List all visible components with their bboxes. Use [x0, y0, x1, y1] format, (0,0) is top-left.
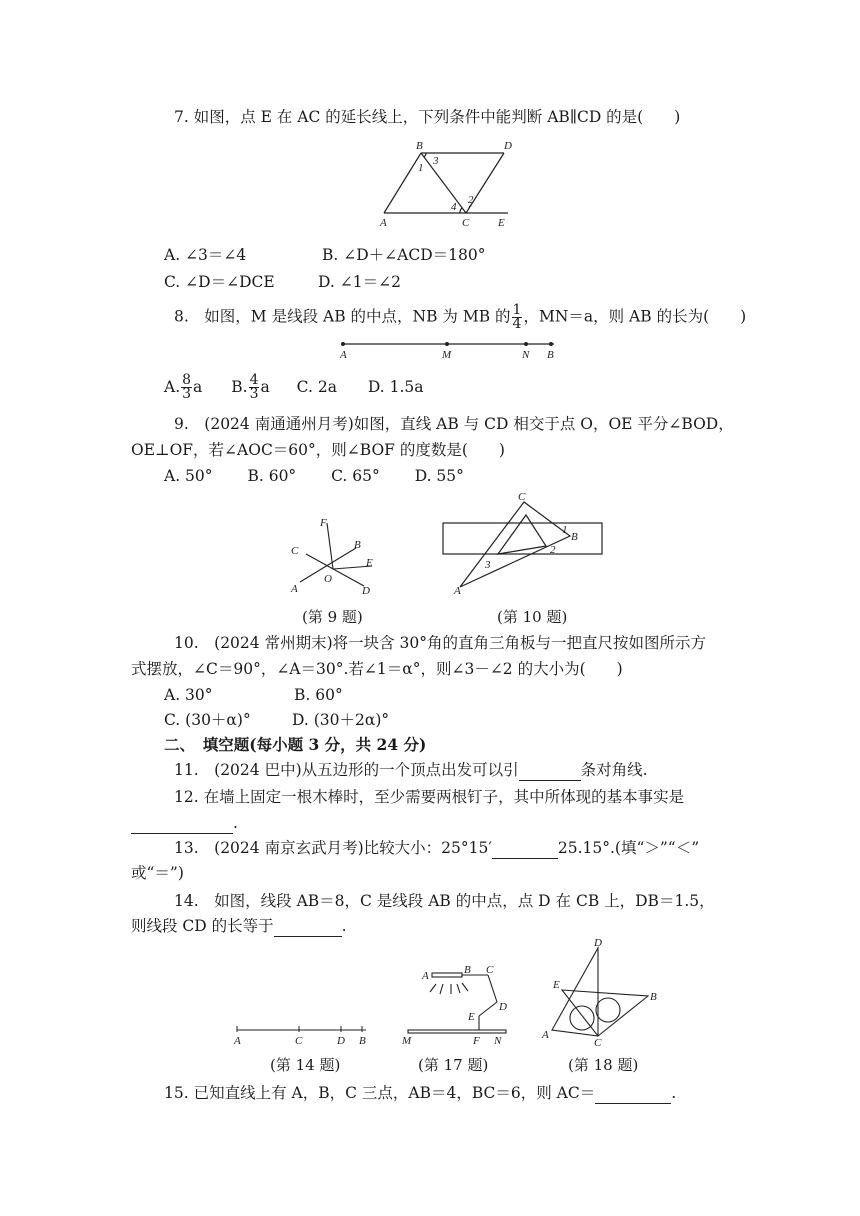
q7-label-A: A: [380, 217, 387, 229]
q7-figure: [378, 138, 528, 234]
q7-option-a: A. ∠3＝∠4: [164, 246, 247, 264]
q17-label-C: C: [486, 964, 494, 976]
q10-label-B: B: [571, 531, 578, 543]
q7-option-b: B. ∠D＋∠ACD＝180°: [322, 246, 486, 264]
q18-label-A: A: [542, 1029, 549, 1041]
q7-label-E: E: [498, 217, 505, 229]
q8-stem: 8. 如图，M 是线段 AB 的中点，NB 为 MB 的 $\frac{1}{4}$ ，MN＝a，则 AB 的长为( ): [174, 302, 747, 332]
q18-label-D: D: [594, 937, 602, 949]
q18-caption: (第 18 题): [568, 1056, 639, 1074]
q8-options: [164, 374, 424, 401]
q8-option-c: C. 2a: [296, 377, 337, 396]
q10-option-c: C. (30＋α)°: [164, 711, 251, 729]
q9-label-C: C: [291, 545, 299, 557]
q8-option-d: D. 1.5a: [367, 377, 424, 396]
q14-label-A: A: [234, 1035, 241, 1047]
q10-caption: (第 10 题): [497, 608, 568, 626]
q7-stem: 7. 如图，点 E 在 AC 的延长线上，下列条件中能判断 AB∥CD 的是( ): [174, 108, 681, 126]
q17-label-D: D: [499, 1001, 507, 1013]
q9-label-B: B: [354, 539, 361, 551]
q10-angle-2: 2: [550, 544, 556, 556]
q7-angle-3: 3: [433, 155, 439, 167]
q9-option-b: B. 60°: [247, 467, 297, 485]
q7-label-D: D: [504, 140, 512, 152]
q18-label-C: C: [594, 1037, 602, 1048]
q14-line2: 则线段 CD 的长等于 .: [131, 917, 347, 935]
q7-angle-2: 2: [468, 194, 474, 206]
q14-figure: [232, 1024, 372, 1052]
q17-label-N: N: [494, 1035, 502, 1046]
q15-answer-blank[interactable]: [595, 1085, 671, 1104]
q9-label-O: O: [324, 573, 332, 585]
q7-option-d: D. ∠1＝∠2: [318, 273, 401, 291]
q9-options: [164, 465, 464, 487]
q8-figure: [336, 336, 566, 366]
q17-label-E: E: [468, 1011, 475, 1023]
q8-option-b: B. $\frac{4}{3}$ a: [231, 372, 270, 402]
q9-figure: [286, 512, 386, 602]
q7-angle-1: 1: [418, 162, 424, 174]
q11-answer-blank[interactable]: [519, 762, 581, 781]
q15: 15. 已知直线上有 A，B，C 三点，AB＝4，BC＝6，则 AC＝ .: [164, 1084, 677, 1102]
q10-figure: [440, 488, 610, 602]
q17-label-A: A: [422, 970, 429, 982]
q14-label-C: C: [295, 1035, 303, 1047]
q9-option-d: D. 55°: [414, 467, 464, 485]
q8-label-M: M: [442, 349, 452, 361]
q18-figure: [536, 936, 666, 1052]
q14-answer-blank[interactable]: [274, 918, 342, 937]
q17-label-B: B: [464, 964, 471, 976]
q9-caption: (第 9 题): [302, 608, 363, 626]
q17-figure: [396, 962, 516, 1050]
q17-caption: (第 17 题): [418, 1056, 489, 1074]
q7-angle-4: 4: [451, 201, 457, 213]
q10-stem-line1: 10. (2024 常州期末)将一块含 30°角的直角三角板与一把直尺按如图所示方: [174, 634, 707, 652]
q13-line1: 13. (2024 南京玄武月考)比较大小：25°15′ 25.15°.(填“＞”“＜”: [174, 839, 700, 857]
q9-stem-line1: 9. (2024 南通通州月考)如图，直线 AB 与 CD 相交于点 O，OE 平分∠BOD，: [174, 415, 734, 433]
q7-label-C: C: [462, 217, 470, 229]
q8-label-A: A: [340, 349, 347, 361]
q17-label-M: M: [402, 1035, 412, 1046]
q8-label-B: B: [547, 349, 554, 361]
q14-label-B: B: [359, 1035, 366, 1047]
q10-stem-line2: 式摆放，∠C＝90°，∠A＝30°.若∠1＝α°，则∠3－∠2 的大小为( ): [131, 660, 623, 678]
q8-option-a: A. $\frac{8}{3}$ a: [164, 372, 203, 402]
q9-option-c: C. 65°: [331, 467, 380, 485]
q7-option-c: C. ∠D＝∠DCE: [164, 273, 275, 291]
q13-answer-blank[interactable]: [492, 840, 558, 859]
q13-line2: 或“＝”): [131, 864, 184, 882]
q7-label-B: B: [416, 140, 423, 152]
q17-label-F: F: [473, 1035, 480, 1046]
q8-label-N: N: [522, 349, 530, 361]
q9-label-A: A: [291, 583, 298, 595]
q10-angle-1: 1: [562, 524, 568, 536]
q10-label-A: A: [454, 585, 461, 597]
q10-option-d: D. (30＋2α)°: [292, 711, 390, 729]
q10-angle-3: 3: [485, 559, 491, 571]
section-heading-fill-in: 二、 填空题(每小题 3 分，共 24 分): [164, 735, 427, 754]
q9-option-a: A. 50°: [164, 467, 213, 485]
q8-fraction: $\frac{1}{4}$: [512, 302, 522, 332]
q12-answer-blank[interactable]: [131, 815, 233, 834]
q9-label-E: E: [366, 557, 373, 569]
q12-line2: .: [131, 812, 238, 834]
q18-label-E: E: [553, 979, 560, 991]
q18-label-B: B: [650, 991, 657, 1003]
q9-stem-line2: OE⊥OF，若∠AOC＝60°，则∠BOF 的度数是( ): [131, 441, 505, 459]
q12-line1: 12. 在墙上固定一根木棒时，至少需要两根钉子，其中所体现的基本事实是: [174, 788, 685, 806]
q11: 11. (2024 巴中)从五边形的一个顶点出发可以引 条对角线.: [174, 761, 648, 779]
q14-label-D: D: [337, 1035, 345, 1047]
q10-option-b: B. 60°: [294, 686, 343, 704]
q10-option-a: A. 30°: [164, 686, 213, 704]
q14-line1: 14. 如图，线段 AB＝8，C 是线段 AB 的中点，点 D 在 CB 上，DB＝1.5，: [174, 892, 715, 910]
q9-label-D: D: [362, 585, 370, 597]
q9-label-F: F: [320, 517, 327, 529]
q14-caption: (第 14 题): [270, 1056, 341, 1074]
q10-label-C: C: [518, 491, 526, 503]
